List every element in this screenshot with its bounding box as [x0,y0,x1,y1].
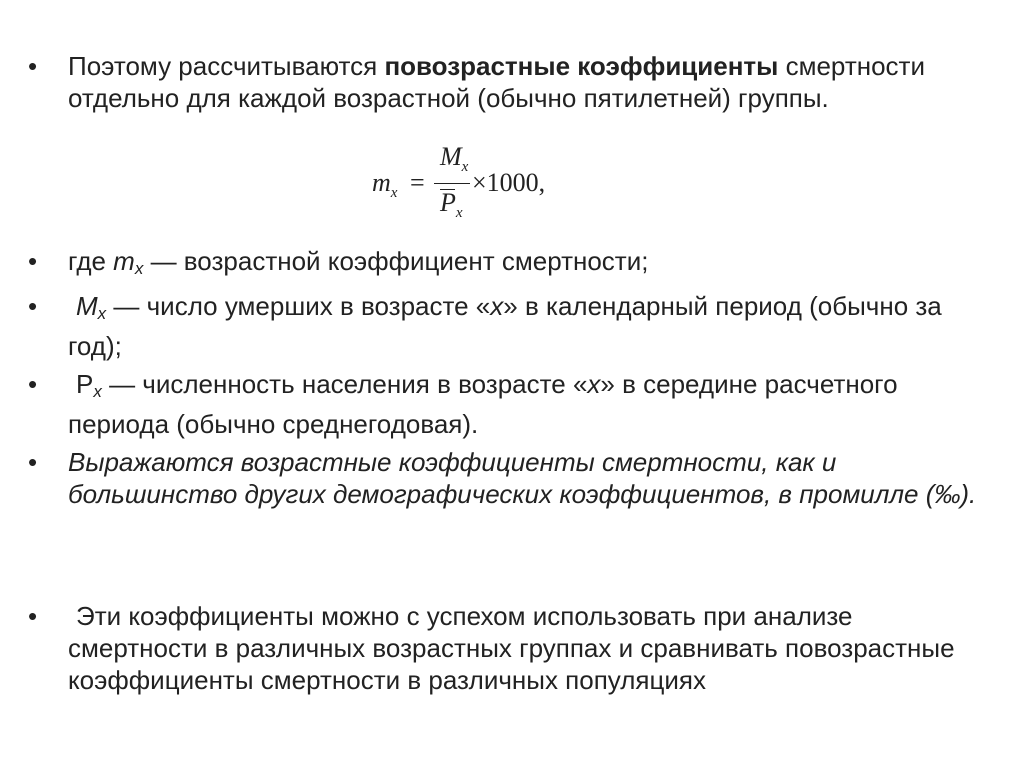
bullet-marker: • [28,51,38,81]
var-P: P [76,369,94,399]
text-Mx-def-a: — число умерших в возрасте « [106,291,491,321]
var-P-sub: x [93,382,102,401]
bullet-item-usage [28,600,988,696]
text-Px-def-a: — численность населения в возрасте « [101,369,588,399]
var-m-sub: x [134,259,144,278]
bullet-item-method [28,50,988,114]
bullet-item-Mx [28,290,988,362]
formula-numerator: $M_x$ [440,142,469,175]
formula-equals: = [410,168,425,197]
text-method-bold: повозрастные коэффициенты [384,51,779,81]
bullet-marker: • [28,246,38,276]
bullet-marker: • [28,447,38,477]
text-mx-def: — возрастной коэффициент смертности; [143,246,649,276]
text-Mx-def-b: » в календарный период (обычно за год); [68,291,942,361]
bullet-item-mx [28,245,988,285]
text-method-intro: Поэтому рассчитываются [68,51,385,81]
bullet-item-Px [28,368,988,440]
formula-lhs: $m_x$ [372,168,398,201]
var-M-sub: x [97,304,107,323]
text-Px-def-b: » в середине расчетного периода (обычно среднегодовая). [68,369,898,439]
var-x: x [587,369,601,399]
formula-fraction-line [434,183,470,184]
bullet-marker: • [28,291,38,321]
text-usage: Эти коэффициенты можно с успехом использовать при анализе смертности в различных возрастных группах и сравнивать повозрастные коэффициенты смертности в различных популяциях [68,601,955,695]
var-x: x [490,291,504,321]
text-method-rest: смертности отдельно для каждой возрастной (обычно пятилетней) группы. [68,51,925,113]
text-where: где [68,246,114,276]
formula-multiplier: ×1000, [472,168,546,197]
bullet-marker: • [28,369,38,399]
bullet-marker: • [28,601,38,631]
formula-denominator: $P_x$ [440,188,463,221]
var-M: M [76,291,98,321]
var-m: m [113,246,135,276]
bullet-item-promille [28,446,988,510]
mortality-formula [372,142,572,234]
text-promille: Выражаются возрастные коэффициенты смертности, как и большинство других демографических коэффициентов, в промилле (‰). [68,447,977,509]
